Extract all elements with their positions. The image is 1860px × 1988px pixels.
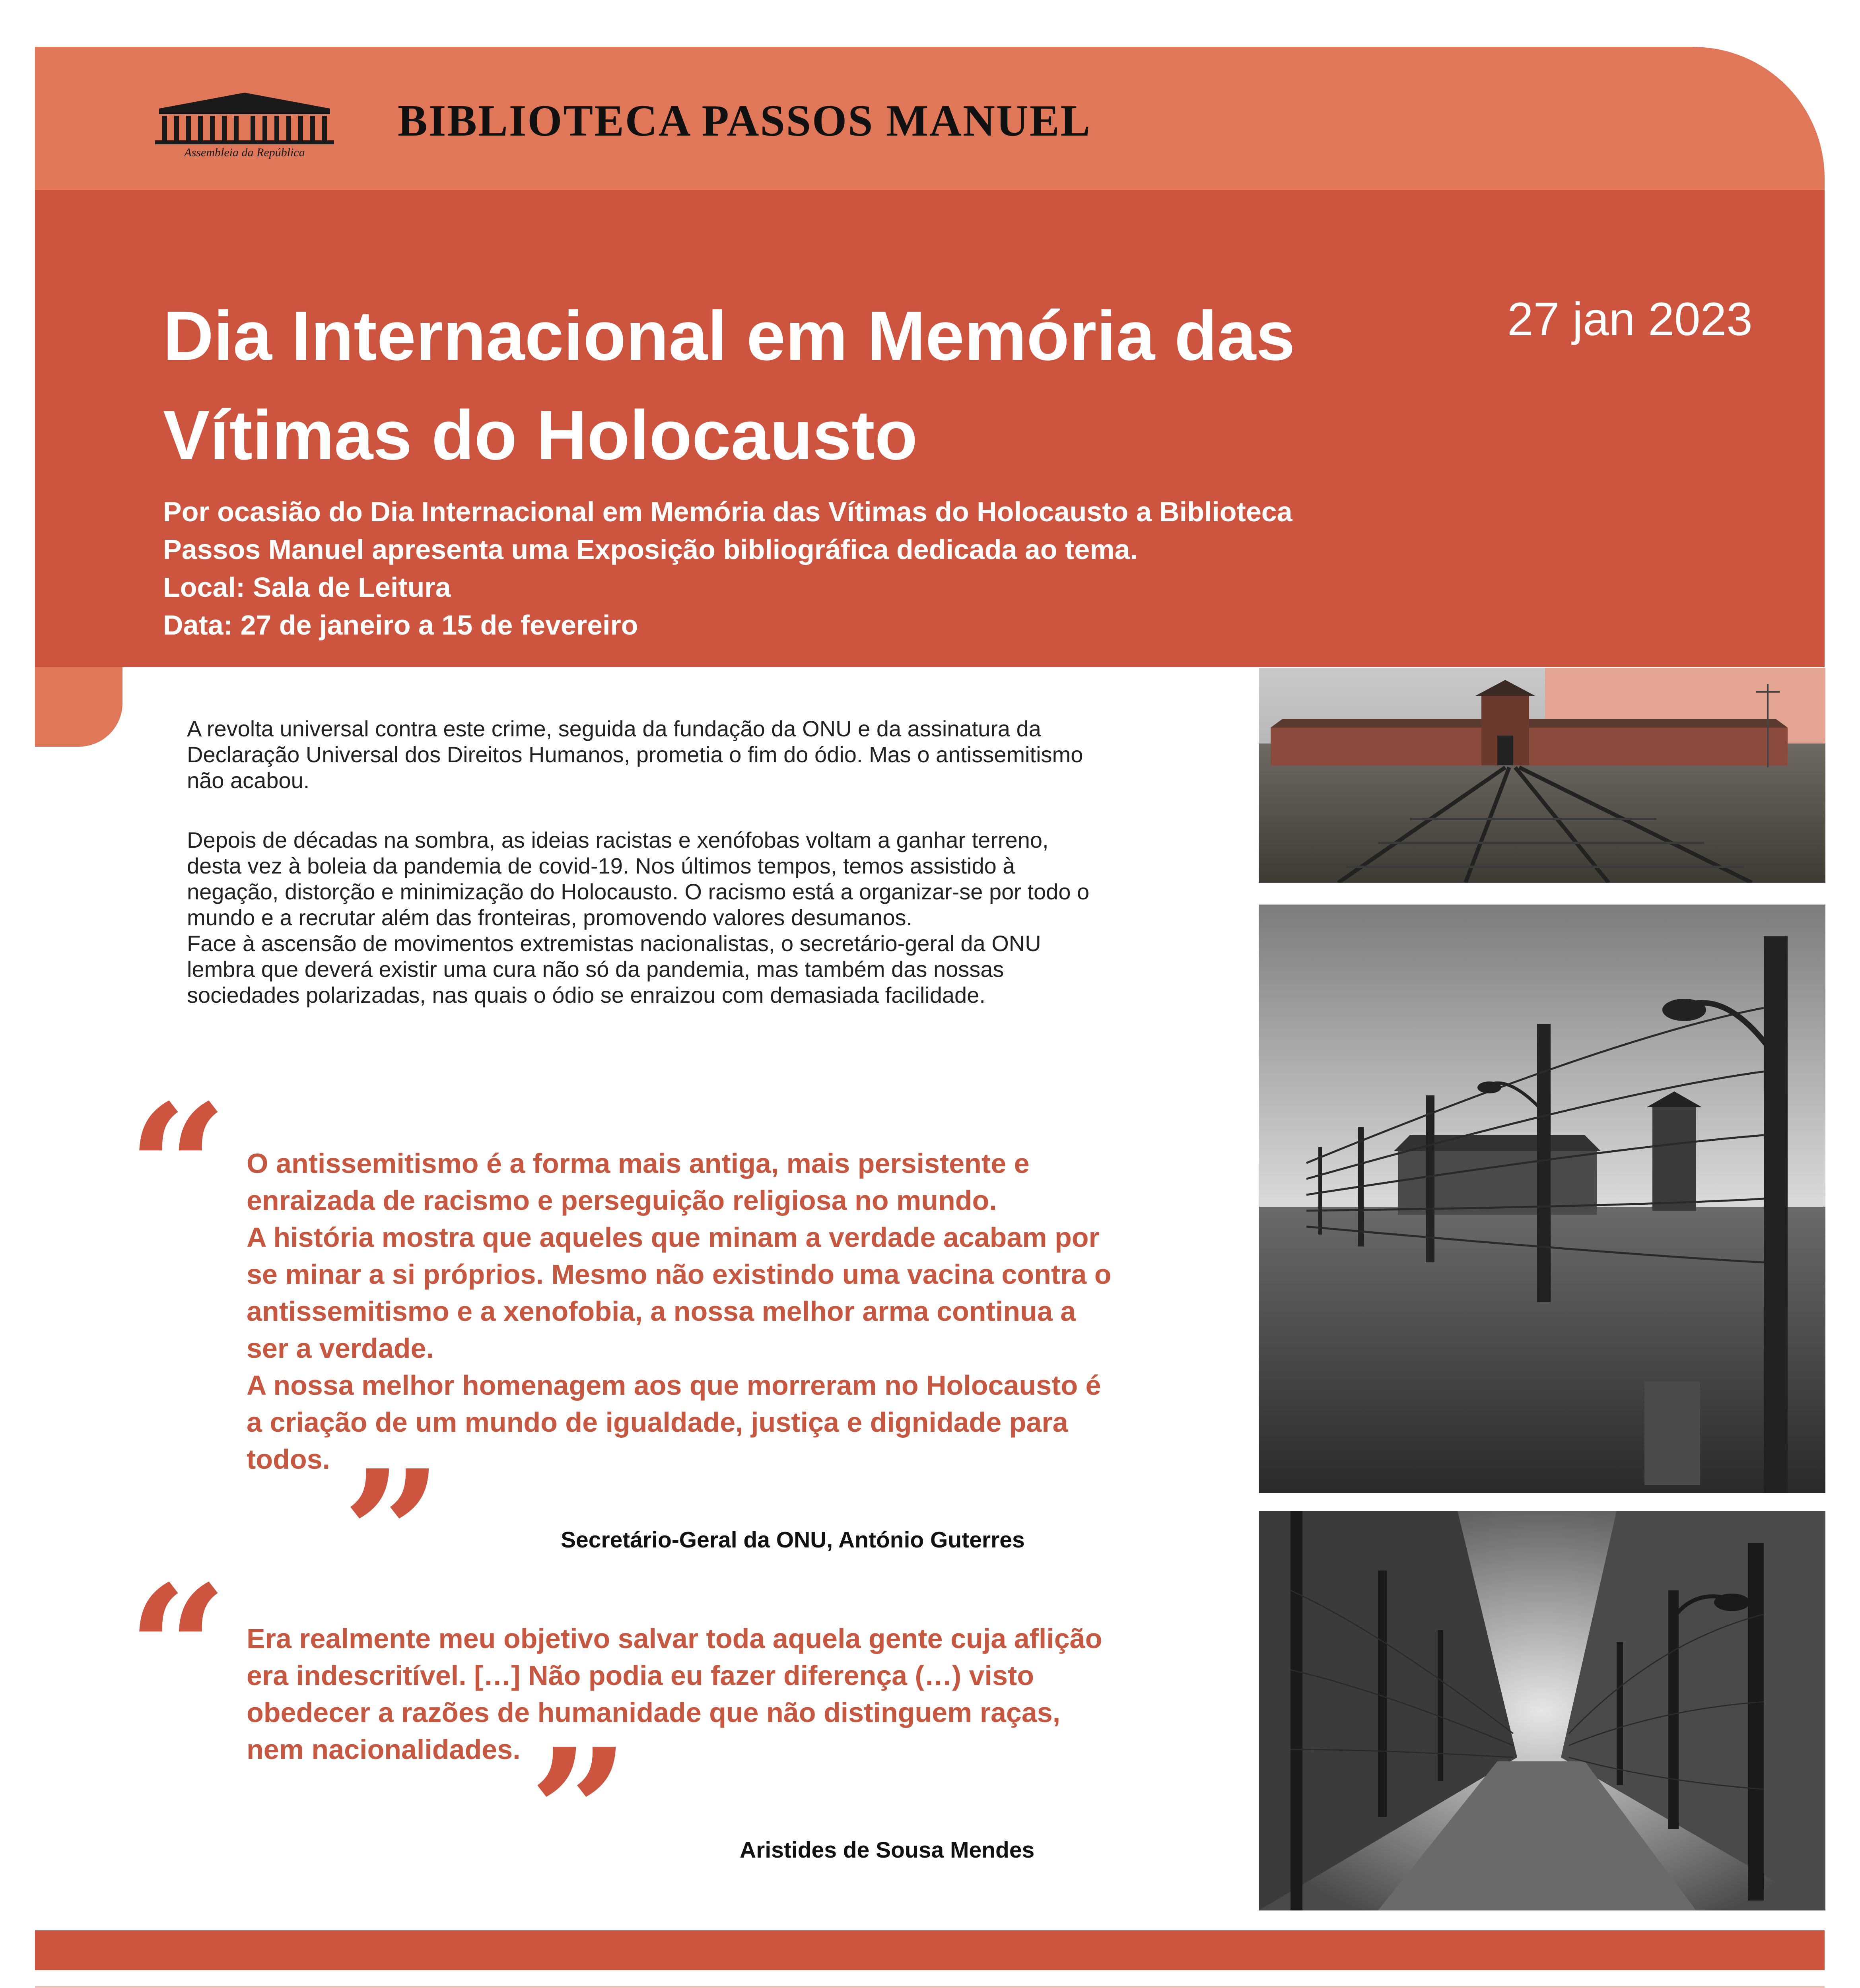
quote-line: se minar a si próprios. Mesmo não existindo uma vacina contra o: [247, 1259, 1112, 1290]
quote-line: A nossa melhor homenagem aos que morreram no Holocausto é: [247, 1370, 1101, 1401]
quote-line: enraizada de racismo e perseguição religiosa no mundo.: [247, 1185, 997, 1216]
quote-author-guterres: Secretário-Geral da ONU, António Guterres: [561, 1527, 1025, 1553]
photo-auschwitz-gate: [1259, 668, 1825, 883]
text-line: Face à ascensão de movimentos extremistas nacionalistas, o secretário-geral da ONU: [187, 931, 1041, 956]
text-line: A revolta universal contra este crime, seguida da fundação da ONU e da assinatura da: [187, 716, 1041, 741]
open-quote-icon: “: [127, 1066, 228, 1272]
quote-line: A história mostra que aqueles que minam a verdade acabam por: [247, 1222, 1100, 1253]
intro-location: Local: Sala de Leitura: [163, 572, 451, 603]
event-date: 27 jan 2023: [1507, 293, 1753, 346]
close-quote-icon: ”: [529, 1710, 630, 1916]
quote-line: era indescritível. […] Não podia eu fazer diferença (…) visto: [247, 1660, 1034, 1691]
event-title-line-2: Vítimas do Holocausto: [163, 396, 918, 474]
decorative-notch: [35, 667, 122, 747]
quote-line: Era realmente meu objetivo salvar toda aquela gente cuja aflição: [247, 1623, 1102, 1654]
event-title-line-1: Dia Internacional em Memória das: [163, 297, 1295, 375]
parliament-logo: [151, 89, 338, 161]
text-line: Declaração Universal dos Direitos Humanos, prometia o fim do ódio. Mas o antissemitismo: [187, 742, 1083, 767]
text-line: desta vez à boleia da pandemia de covid-19. Nos últimos tempos, temos assistido à: [187, 853, 1015, 878]
logo-caption: Assembleia da República: [184, 146, 305, 159]
quote-guterres: [247, 1145, 1112, 1478]
photo-barbed-wire-fence: [1259, 905, 1825, 1493]
photo-camp-path: [1259, 1511, 1825, 1910]
quote-line: obedecer a razões de humanidade que não distinguem raças,: [247, 1697, 1061, 1728]
body-paragraph-2: [187, 827, 1094, 1008]
parliament-building-icon: [151, 89, 338, 161]
text-line: não acabou.: [187, 768, 310, 793]
text-line: negação, distorção e minimização do Holocausto. O racismo está a organizar-se por todo o: [187, 879, 1090, 904]
text-line: Depois de décadas na sombra, as ideias racistas e xenófobas voltam a ganhar terreno,: [187, 827, 1049, 852]
quote-line: O antissemitismo é a forma mais antiga, mais persistente e: [247, 1148, 1030, 1179]
divider-band: [35, 1930, 1825, 1970]
quote-line: antissemitismo e a xenofobia, a nossa melhor arma continua a: [247, 1296, 1076, 1327]
close-quote-icon: ”: [342, 1432, 443, 1637]
quote-line: ser a verdade.: [247, 1333, 434, 1364]
quote-sousa-mendes: [247, 1620, 1102, 1768]
quote-line: nem nacionalidades.: [247, 1734, 521, 1765]
text-line: mundo e a recrutar além das fronteiras, promovendo valores desumanos.: [187, 905, 913, 930]
open-quote-icon: “: [127, 1547, 228, 1753]
body-paragraph-1: [187, 716, 1094, 793]
intro-dates: Data: 27 de janeiro a 15 de fevereiro: [163, 610, 638, 641]
quote-author-sousa-mendes: Aristides de Sousa Mendes: [740, 1837, 1035, 1863]
text-line: lembra que deverá existir uma cura não só da pandemia, mas também das nossas: [187, 957, 1004, 982]
quote-line: a criação de um mundo de igualdade, justiça e dignidade para: [247, 1407, 1068, 1438]
quote-line: todos.: [247, 1444, 330, 1475]
intro-line: Por ocasião do Dia Internacional em Memória das Vítimas do Holocausto a Biblioteca: [163, 496, 1292, 527]
suggestions-panel: [35, 1986, 1825, 1988]
intro-line: Passos Manuel apresenta uma Exposição bibliográfica dedicada ao tema.: [163, 534, 1138, 565]
library-name: BIBLIOTECA PASSOS MANUEL: [398, 96, 1092, 146]
text-line: sociedades polarizadas, nas quais o ódio se enraizou com demasiada facilidade.: [187, 982, 985, 1008]
intro-text: [163, 493, 1356, 644]
event-title: [163, 286, 1396, 485]
